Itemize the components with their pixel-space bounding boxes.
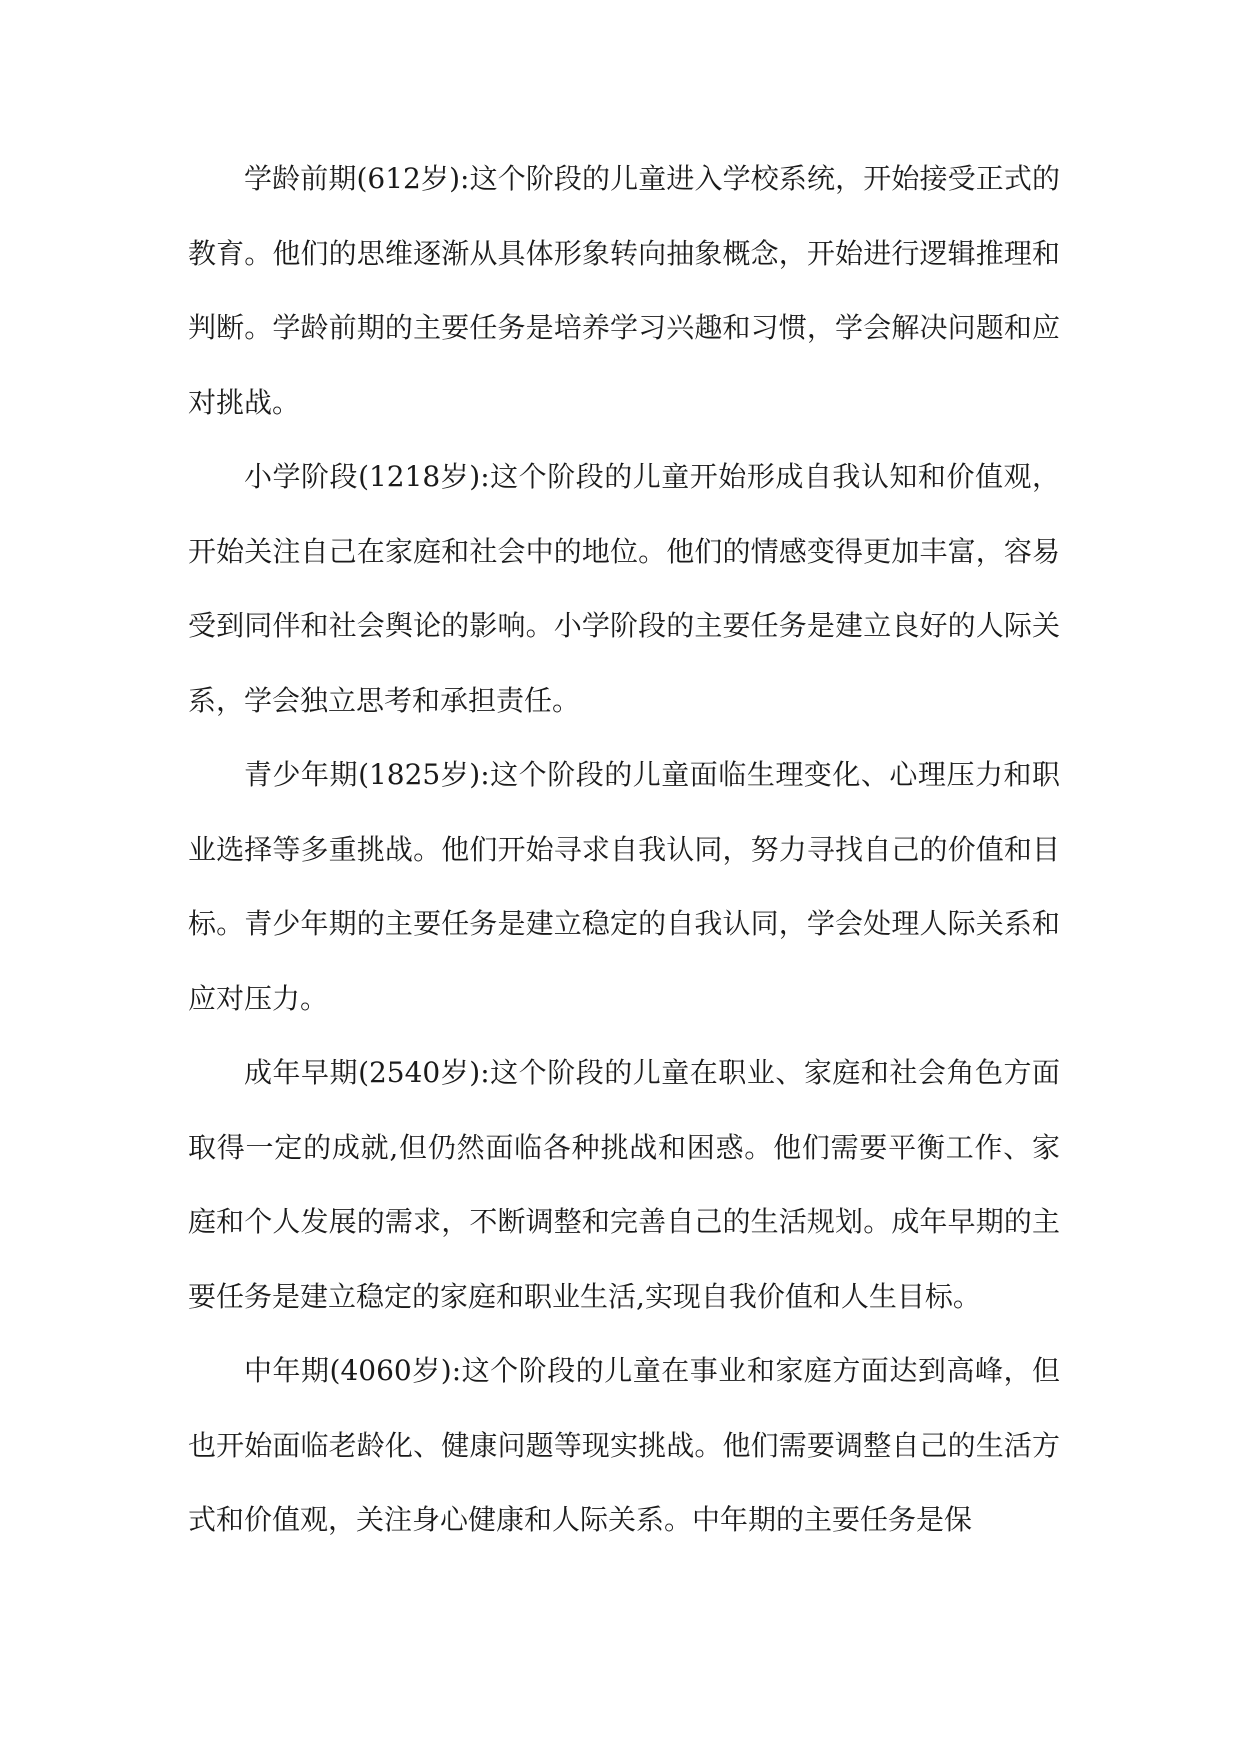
paragraph-middle-age: 中年期(4060岁):这个阶段的儿童在事业和家庭方面达到高峰，但也开始面临老龄化、健康问题等现实挑战。他们需要调整自己的生活方式和价值观，关注身心健康和人际关系。中年期的主要任务是保: [188, 1354, 1060, 1536]
paragraph-adolescence: 青少年期(1825岁):这个阶段的儿童面临生理变化、心理压力和职业选择等多重挑战。他们开始寻求自我认同，努力寻找自己的价值和目标。青少年期的主要任务是建立稳定的自我认同，学会处理人际关系和应对压力。: [188, 758, 1060, 1015]
document-body: [188, 142, 1060, 1558]
paragraph-early-adulthood: 成年早期(2540岁):这个阶段的儿童在职业、家庭和社会角色方面取得一定的成就,但仍然面临各种挑战和困惑。他们需要平衡工作、家庭和个人发展的需求，不断调整和完善自己的生活规划。成年早期的主要任务是建立稳定的家庭和职业生活,实现自我价值和人生目标。: [188, 1056, 1060, 1313]
paragraph-primary-school: 小学阶段(1218岁):这个阶段的儿童开始形成自我认知和价值观，开始关注自己在家庭和社会中的地位。他们的情感变得更加丰富，容易受到同伴和社会舆论的影响。小学阶段的主要任务是建立良好的人际关系，学会独立思考和承担责任。: [188, 460, 1060, 717]
paragraph-preschool: 学龄前期(612岁):这个阶段的儿童进入学校系统，开始接受正式的教育。他们的思维逐渐从具体形象转向抽象概念，开始进行逻辑推理和判断。学龄前期的主要任务是培养学习兴趣和习惯，学会解决问题和应对挑战。: [188, 162, 1060, 419]
